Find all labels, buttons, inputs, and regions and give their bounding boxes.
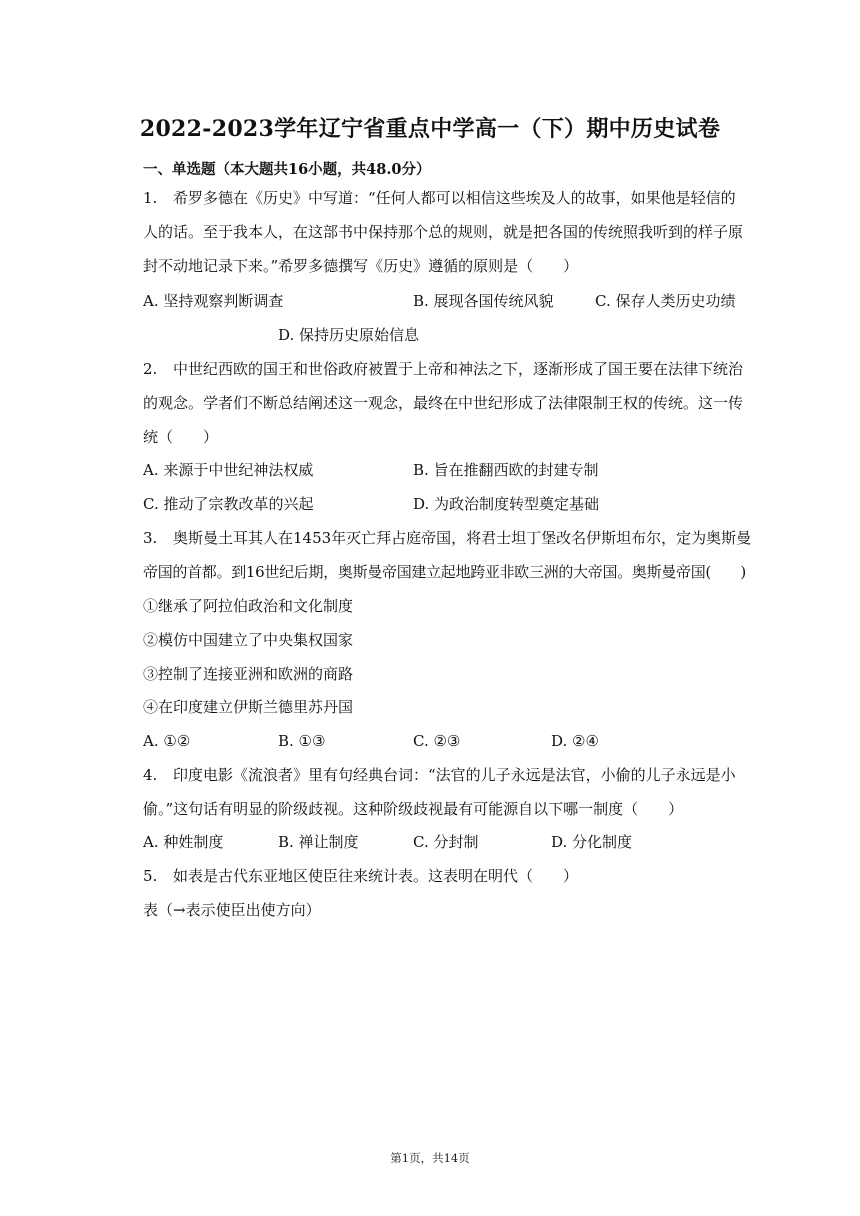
question-number: 2. xyxy=(143,360,158,378)
question-3-option-a[interactable]: A. ①② xyxy=(143,732,191,750)
question-number: 4. xyxy=(143,766,158,784)
question-2-option-a[interactable]: A. 来源于中世纪神法权威 xyxy=(143,461,314,479)
question-1-line-1: 1. 希罗多德在《历史》中写道：“任何人都可以相信这些埃及人的故事，如果他是轻信的 xyxy=(143,189,736,207)
question-4-option-d[interactable]: D. 分化制度 xyxy=(551,833,633,851)
question-1-option-b[interactable]: B. 展现各国传统风貌 xyxy=(413,292,554,310)
question-1-line-3: 封不动地记录下来。”希罗多德撰写《历史》遵循的原则是（ ） xyxy=(143,257,579,275)
question-3-line-2: 帝国的首都。到16世纪后期，奥斯曼帝国建立起地跨亚非欧三洲的大帝国。奥斯曼帝国( ) xyxy=(143,563,746,581)
question-2-option-d[interactable]: D. 为政治制度转型奠定基础 xyxy=(413,495,600,513)
question-3-option-d[interactable]: D. ②④ xyxy=(551,732,599,750)
page-footer: 第1页，共14页 xyxy=(390,1151,470,1165)
question-4-option-a[interactable]: A. 种姓制度 xyxy=(143,833,224,851)
question-2-line-3: 统（ ） xyxy=(143,428,219,446)
question-4-option-b[interactable]: B. 禅让制度 xyxy=(278,833,359,851)
question-5-line-1: 5. 如表是古代东亚地区使臣往来统计表。这表明在明代（ ） xyxy=(143,867,579,885)
question-3-option-c[interactable]: C. ②③ xyxy=(413,732,461,750)
question-number: 1. xyxy=(143,189,158,207)
question-3-item-3: ③控制了连接亚洲和欧洲的商路 xyxy=(143,665,354,683)
question-4-line-2: 偷。”这句话有明显的阶级歧视。这种阶级歧视最有可能源自以下哪一制度（ ） xyxy=(143,800,684,818)
question-2-option-b[interactable]: B. 旨在推翻西欧的封建专制 xyxy=(413,461,599,479)
question-3-item-2: ②模仿中国建立了中央集权国家 xyxy=(143,631,354,649)
question-1-option-c[interactable]: C. 保存人类历史功绩 xyxy=(595,292,736,310)
question-2-option-c[interactable]: C. 推动了宗教改革的兴起 xyxy=(143,495,314,513)
question-1-line-2: 人的话。至于我本人，在这部书中保持那个总的规则，就是把各国的传统照我听到的样子原 xyxy=(143,223,744,241)
question-3-option-b[interactable]: B. ①③ xyxy=(278,732,326,750)
section-heading: 一、单选题（本大题共16小题，共48.0分） xyxy=(143,161,431,178)
question-3-item-4: ④在印度建立伊斯兰德里苏丹国 xyxy=(143,698,354,716)
question-number: 3. xyxy=(143,529,158,547)
question-number: 5. xyxy=(143,867,158,885)
question-2-line-2: 的观念。学者们不断总结阐述这一观念，最终在中世纪形成了法律限制王权的传统。这一传 xyxy=(143,394,744,412)
question-4-line-1: 4. 印度电影《流浪者》里有句经典台词：“法官的儿子永远是法官，小偷的儿子永远是小 xyxy=(143,766,736,784)
question-3-line-1: 3. 奥斯曼土耳其人在1453年灭亡拜占庭帝国，将君士坦丁堡改名伊斯坦布尔，定为奥斯曼 xyxy=(143,529,752,547)
question-1-option-a[interactable]: A. 坚持观察判断调查 xyxy=(143,292,284,310)
question-5-table-caption: 表（→表示使臣出使方向） xyxy=(143,901,321,919)
page-title: 2022-2023学年辽宁省重点中学高一（下）期中历史试卷 xyxy=(139,116,721,142)
question-3-item-1: ①继承了阿拉伯政治和文化制度 xyxy=(143,597,354,615)
question-1-option-d[interactable]: D. 保持历史原始信息 xyxy=(278,326,420,344)
question-2-line-1: 2. 中世纪西欧的国王和世俗政府被置于上帝和神法之下，逐渐形成了国王要在法律下统治 xyxy=(143,360,744,378)
question-4-option-c[interactable]: C. 分封制 xyxy=(413,833,479,851)
